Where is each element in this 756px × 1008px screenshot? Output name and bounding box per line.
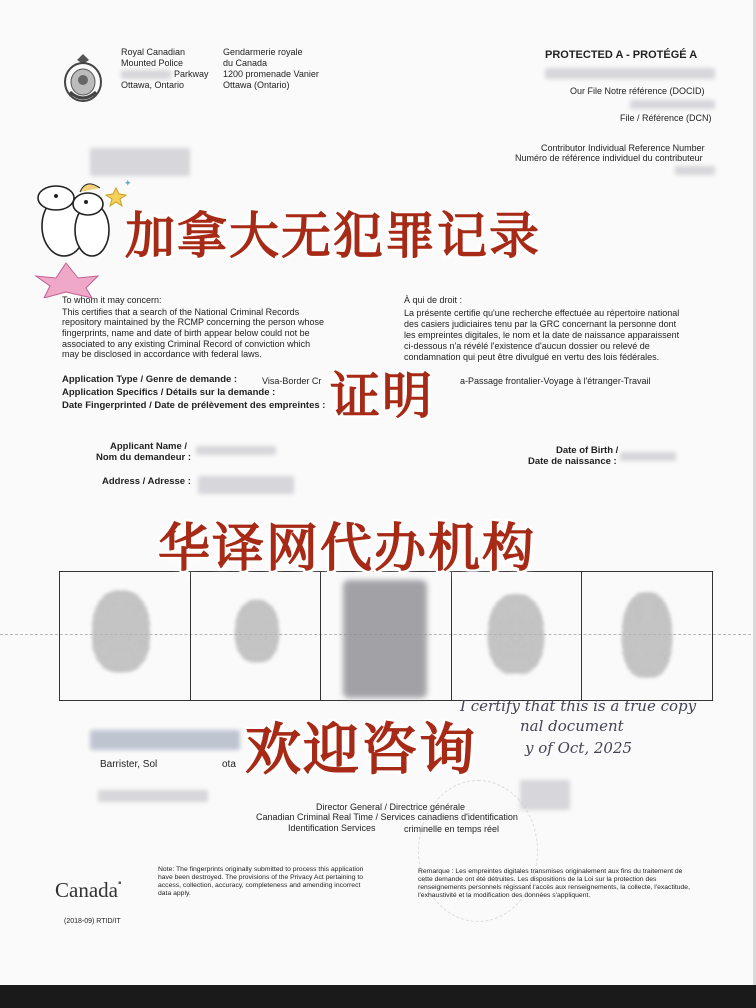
note-en-line4: data apply.: [158, 890, 191, 897]
rcmp-fr-line4: Ottawa (Ontario): [223, 80, 290, 90]
salutation-en: To whom it may concern:: [62, 295, 162, 305]
file-ref-label: File / Référence (DCN): [620, 113, 712, 123]
application-specifics-label: Application Specifics / Détails sur la demande :: [62, 387, 276, 398]
note-en-line1: Note: The fingerprints originally submitted to process this application: [158, 866, 364, 873]
canada-wordmark: Canada▪: [55, 878, 122, 902]
rcmp-crest-icon: [60, 52, 106, 104]
barrister-label-tail: ota: [222, 759, 236, 770]
note-fr-line3: renseignements personnels régissant l'accès aux renseignements, la collecte, l'exactitude,: [418, 884, 690, 891]
note-fr-line4: l'exhaustivité et la modification des données s'appliquent.: [418, 892, 591, 899]
body-fr-line1: La présente certifie qu'une recherche effectuée au répertoire national: [404, 308, 680, 318]
note-en-line3: access, collection, accuracy, completeness and amending incorrect: [158, 882, 361, 889]
body-fr-line5: condamnation qui peut être divulgué en vertu des lois fédérales.: [404, 352, 660, 362]
redacted-applicant-name: [196, 446, 276, 455]
body-en-line2: repository maintained by the RCMP concerning the person whose: [62, 317, 324, 327]
fingerprint-image: [235, 600, 279, 662]
body-en-line5: may be disclosed in accordance with federal laws.: [62, 349, 262, 359]
applicant-name-label-en: Applicant Name /: [110, 441, 188, 452]
fingerprint-box: [452, 572, 583, 700]
redacted-dob: [620, 452, 676, 461]
date-fingerprinted-label: Date Fingerprinted / Date de prélèvement des empreintes :: [62, 400, 326, 411]
redacted-photo: [343, 580, 427, 698]
protected-label: PROTECTED A - PROTÉGÉ A: [545, 49, 698, 61]
body-en-line1: This certifies that a search of the National Criminal Records: [62, 307, 300, 317]
director-line3: Identification Services: [288, 823, 376, 833]
redacted-dcn: [630, 100, 715, 109]
redacted-sig: [520, 780, 570, 810]
overlay-contact: 欢迎咨询: [245, 718, 477, 783]
rcmp-fr-line2: du Canada: [223, 58, 268, 68]
rcmp-en-line1: Royal Canadian: [121, 47, 186, 57]
flag-icon: ▪: [117, 878, 122, 889]
redacted-lawyer-name: [90, 730, 240, 750]
body-en-line4: associated to any existing Criminal Record of conviction which: [62, 339, 311, 349]
body-en-line3: fingerprints, name and date of birth appear below could not be: [62, 328, 310, 338]
our-file-label: Our File Notre référence (DOCID): [570, 86, 705, 96]
body-fr-line2: des casiers judiciaires tenu par la GRC concernant la personne dont: [404, 319, 677, 329]
application-type-value-en: Visa-Border Cr: [262, 376, 322, 386]
certify-line2: nal document: [520, 717, 624, 735]
redacted-contrib: [675, 166, 715, 175]
fingerprint-grid: [59, 571, 713, 701]
fingerprint-image: [488, 594, 544, 674]
body-fr-line3: les empreintes digitales, le nom et la date de naissance apparaissent: [404, 330, 680, 340]
rcmp-en-line3: Parkway: [174, 69, 209, 79]
redacted-address: [198, 476, 294, 494]
notary-seal-image: [418, 780, 538, 922]
salutation-fr: À qui de droit :: [404, 295, 463, 305]
director-line1: Director General / Directrice générale: [316, 802, 466, 812]
form-code: (2018-09) RTID/IT: [64, 918, 121, 925]
certify-line3: y of Oct, 2025: [525, 739, 633, 757]
director-line3-fr: criminelle en temps réel: [404, 824, 500, 834]
contrib-label-fr: Numéro de référence individuel du contributeur: [515, 153, 703, 163]
applicant-name-label-fr: Nom du demandeur :: [96, 452, 192, 463]
body-fr-line4: ci-dessous n'a révélé l'existence d'aucun dossier ou relevé de: [404, 341, 650, 351]
overlay-subtitle: 证明: [330, 367, 434, 425]
fingerprint-image: [622, 592, 672, 678]
fingerprint-box: [191, 572, 322, 700]
note-fr-line1: Remarque : Les empreintes digitales transmises originalement aux fins du traitement de: [418, 868, 683, 875]
application-type-label: Application Type / Genre de demande :: [62, 374, 238, 385]
overlay-agency: 华译网代办机构: [158, 519, 537, 579]
rcmp-en-line2: Mounted Police: [121, 58, 184, 68]
fingerprint-box: [60, 572, 191, 700]
overlay-title: 加拿大无犯罪记录: [125, 207, 541, 265]
fingerprint-image: [92, 590, 150, 672]
moomin-sticker-image: [16, 168, 136, 298]
application-type-value-fr: a-Passage frontalier-Voyage à l'étranger-Travail: [460, 376, 651, 386]
dob-label-en: Date of Birth /: [556, 445, 619, 456]
director-line2: Canadian Criminal Real Time / Services canadiens d'identification: [256, 812, 518, 822]
fingerprint-box: [582, 572, 712, 700]
redacted-docid: [545, 68, 715, 79]
note-en-line2: have been destroyed. The provisions of the Privacy Act pertaining to: [158, 874, 364, 881]
rcmp-fr-line1: Gendarmerie royale: [223, 47, 303, 57]
address-label: Address / Adresse :: [102, 476, 191, 487]
redacted-sig-line: [98, 790, 208, 802]
contrib-label-en: Contributor Individual Reference Number: [541, 143, 705, 153]
fingerprint-box: [321, 572, 452, 700]
barrister-label: Barrister, Sol: [100, 759, 158, 770]
redacted-street: [121, 70, 171, 79]
rcmp-fr-line3: 1200 promenade Vanier: [223, 69, 319, 79]
certify-line1: I certify that this is a true copy: [460, 697, 697, 715]
dob-label-fr: Date de naissance :: [528, 456, 617, 467]
svg-text:✦: ✦: [124, 178, 132, 188]
rcmp-en-line4: Ottawa, Ontario: [121, 80, 185, 90]
note-fr-line2: cette demande ont été détruites. Les dispositions de la Loi sur la protection des: [418, 876, 657, 883]
